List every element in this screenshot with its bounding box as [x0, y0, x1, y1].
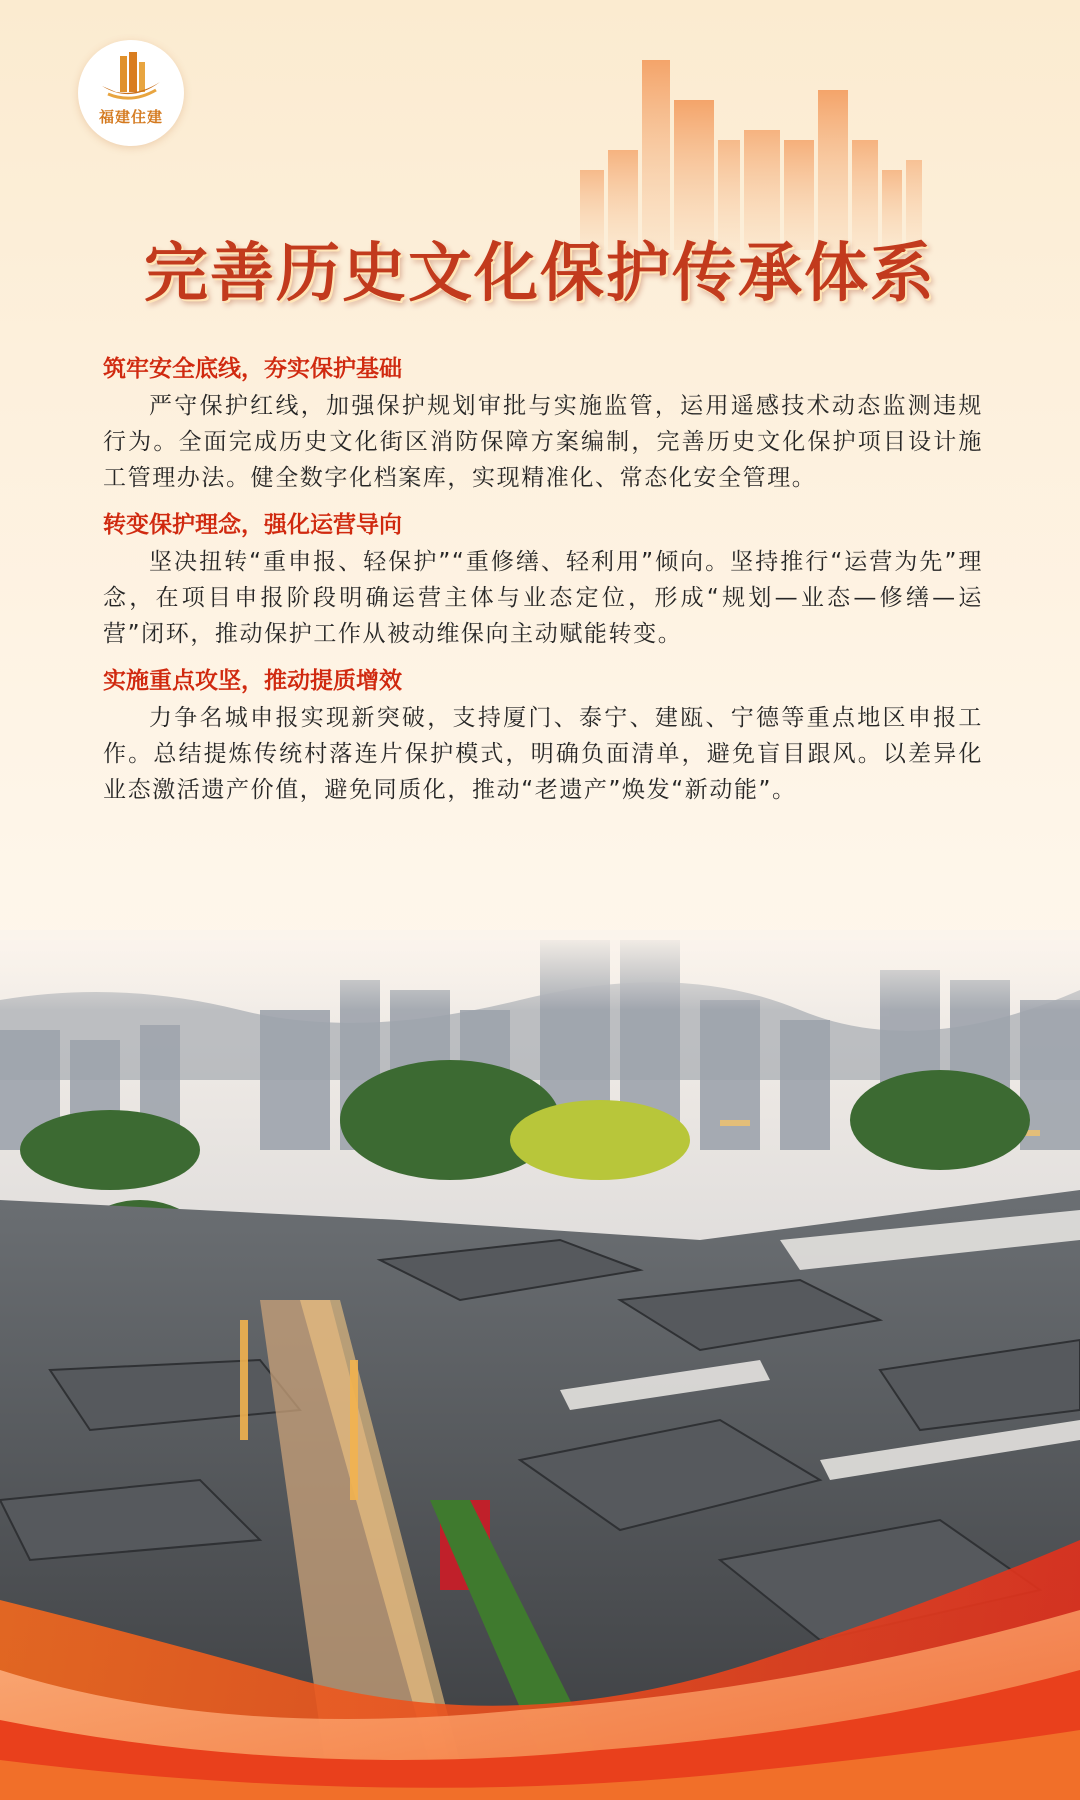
logo: [78, 40, 184, 146]
section-heading: 筑牢安全底线，夯实保护基础: [103, 356, 402, 382]
section-heading: 实施重点攻坚，推动提质增效: [103, 668, 402, 694]
page-title: 完善历史文化保护传承体系: [144, 236, 936, 311]
section-body: 力争名城申报实现新突破，支持厦门、泰宁、建瓯、宁德等重点地区申报工作。总结提炼传统村落连片保护模式，明确负面清单，避免盲目跟风。以差异化业态激活遗产价值，避免同质化，推动“老遗产”焕发“新动能”。: [103, 705, 983, 803]
text-content: [103, 352, 983, 820]
section-heading: 转变保护理念，强化运营导向: [103, 512, 402, 538]
logo-text: 福建住建: [98, 108, 163, 126]
city-building-icon: [98, 52, 164, 104]
section-safety: [103, 352, 983, 496]
skyline-illustration: [570, 50, 930, 250]
section-operation: [103, 508, 983, 652]
section-focus: [103, 664, 983, 808]
section-body: 坚决扭转“重申报、轻保护”“重修缮、轻利用”倾向。坚持推行“运营为先”理念，在项目申报阶段明确运营主体与业态定位，形成“规划—业态—修缮—运营”闭环，推动保护工作从被动维保向主动赋能转变。: [103, 549, 983, 647]
red-wave-decoration: [0, 1540, 1080, 1800]
section-body: 严守保护红线，加强保护规划审批与实施监管，运用遥感技术动态监测违规行为。全面完成历史文化街区消防保障方案编制，完善历史文化保护项目设计施工管理办法。健全数字化档案库，实现精准化、常态化安全管理。: [103, 393, 983, 491]
photo-fade: [0, 930, 1080, 1010]
